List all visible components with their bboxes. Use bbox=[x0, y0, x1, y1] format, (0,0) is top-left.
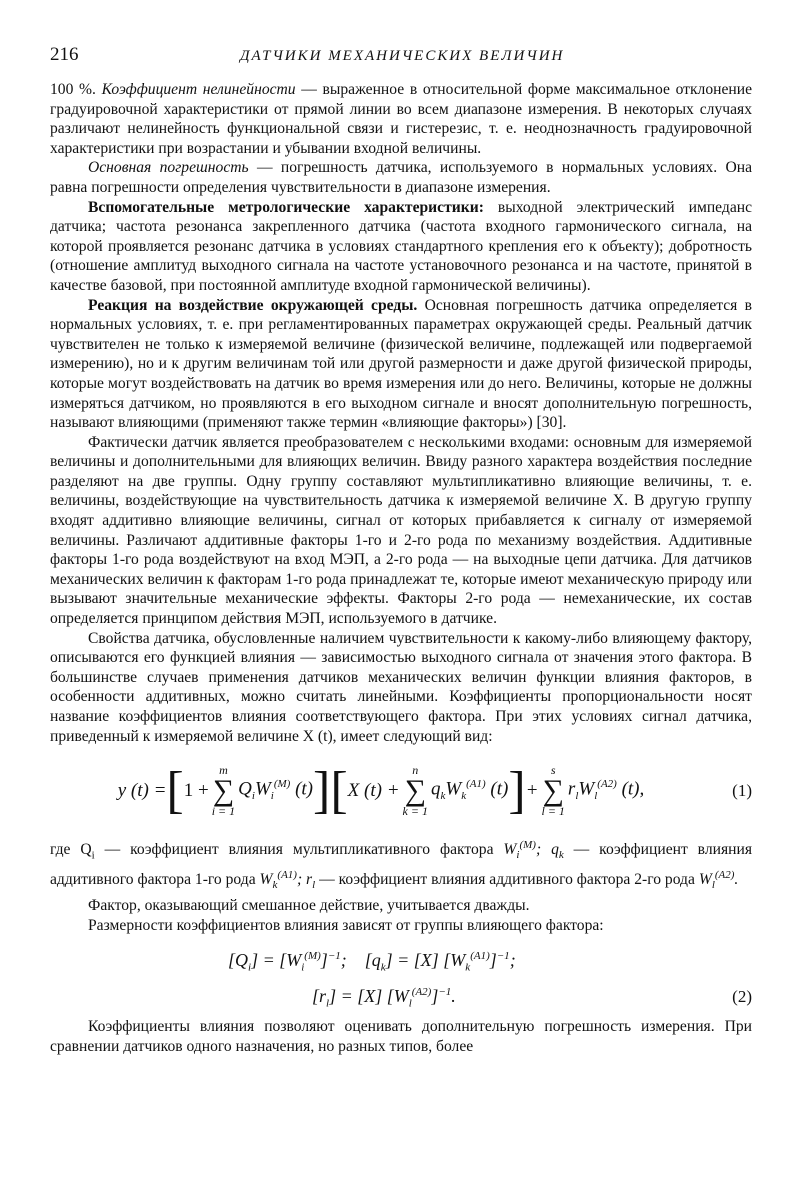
paragraph-aux-characteristics: Вспомогательные метрологические характеристики: выходной электрический импеданс датчика; частота резонанса закрепленного датчика (частота входного гармонического сигнала, на которой проявляется резонанс датчика в условиях стандартного крепления его к объекту); добротность (отношение амплитуд выходного сигнала на частоте установочного резонанса и на частоте, принятой в качестве базовой, при постоянной амплитуде входной гармонической величины). bbox=[50, 198, 753, 294]
equation-2-number: (2) bbox=[732, 987, 752, 1007]
paragraph-where: где $Q_i$ — коэффициент влияния мультипликативного фактора $W_i^{(M)}$; $q_k$ — коэффициент влияния аддитивного фактора 1-го рода $W_k^{(A1)}$; $r_l$ — коэффициент влияния аддитивного фактора 2-го рода $W_l^{(A2)}$. bbox=[50, 839, 752, 892]
paragraph-environment: Реакция на воздействие окружающей среды. Основная погрешность датчика определяется в нормальных условиях, т. е. при регламентированных параметрах окружающей среды. Реальный датчик чувствителен не только к измеряемой величине (физической величине, подлежащей или подвергаемой измерению), но и к другим величинам той или другой размерности и даже другой физической природы, которые могут воздействовать на датчик во время измерения или до него. Величины, которые не должны измеряться датчиком, но проявляются в его выходном сигнале и вносят дополнительную погрешность, называют влияющими (применяют также термин «влияющие факторы») [30]. bbox=[50, 296, 752, 432]
heading-environment: Реакция на воздействие окружающей среды. bbox=[88, 296, 418, 314]
paragraph-dimensions: Размерности коэффициентов влияния зависят от группы влияющего фактора: bbox=[88, 916, 604, 934]
paragraph-coefficients: Коэффициенты влияния позволяют оценивать дополнительную погрешность измерения. При сравнении датчиков одного назначения, но разных типов, более bbox=[50, 1018, 752, 1055]
term-nonlinearity: Коэффициент нелинейности bbox=[101, 81, 296, 98]
running-title: ДАТЧИКИ МЕХАНИЧЕСКИХ ВЕЛИЧИН bbox=[240, 48, 565, 64]
paragraph-nonlinearity: 100 %. Коэффициент нелинейности — выраженное в относительной форме максимальное отклонение градуировочной характеристики от прямой линии во всем диапазоне измерения. В некоторых случаях различают нелинейность функциональной связи и гистерезис, т. е. неоднозначность градуировочной характеристики при возрастании и убывании входной величины. bbox=[50, 81, 753, 157]
equation-1-number: (1) bbox=[732, 781, 752, 801]
equation-1 bbox=[50, 756, 752, 826]
equation-1-formula: y (t) = [ 1 + m ∑ i = 1 $Q_iW_i^{(M)}$ (t) ] [ X (t) + n ∑ k = 1 $q_kW_k^{(A1)}$ (t) ] + s ∑ l = 1 $r_lW_l^{(A2)}$ (t), bbox=[117, 762, 645, 820]
paragraph-influence-function: Свойства датчика, обусловленные наличием чувствительности к какому-либо влияющему фактору, описываются его функцией влияния — зависимостью выходного сигнала от значения этого фактора. В большинстве случаев применения датчиков механических величин функции влияния факторов, в особенности аддитивных, можно считать линейными. Коэффициенты пропорциональности носят название коэффициентов влияния соответствующего фактора. При этих условиях сигнал датчика, приведенный к измеряемой величине X (t), имеет следующий вид: bbox=[50, 629, 752, 745]
paragraph-mixed-factor: Фактор, оказывающий смешанное действие, учитывается дважды. bbox=[88, 896, 530, 914]
equation-2-line-1: $[Q_i] = [W_i^{(M)}]^{-1}$; $[q_k] = [X]$ $[W_k^{(A1)}]^{-1}$; bbox=[228, 950, 516, 974]
page-number: 216 bbox=[50, 44, 79, 65]
equation-2-line-2: $[r_l] = [X]$ $[W_l^{(A2)}]^{-1}$. bbox=[312, 986, 456, 1010]
paragraph-basic-error: Основная погрешность — погрешность датчика, используемого в нормальных условиях. Она равна погрешности определения чувствительности в диапазоне измерения. bbox=[50, 159, 752, 196]
page-header bbox=[50, 44, 752, 80]
equation-2 bbox=[50, 939, 752, 1017]
heading-aux-characteristics: Вспомогательные метрологические характеристики: bbox=[88, 198, 484, 216]
paragraph-multiple-inputs: Фактически датчик является преобразователем с несколькими входами: основным для измеряемой величины и дополнительными для влияющих величин. Ввиду разного характера воздействия последние разделяют на две группы. Одну группу составляют мультипликативно влияющие величины, т. е. величины, воздействующие на чувствительность датчика к измеряемой величине X. В другую группу входят аддитивно влияющие величины, сигнал от которых прибавляется к сигналу от измеряемой величины. Различают аддитивные факторы 1-го и 2-го рода по механизму воздействия. Аддитивные факторы 1-го рода воздействуют на вход МЭП, а 2-го рода — на выходные цепи датчика. Для датчиков механических величин к факторам 1-го рода принадлежат те, которые имеют механическую природу или вызывают значительные механические эффекты. Факторы 2-го рода — немеханические, их состав определяется принципом действия МЭП, используемого в датчике. bbox=[50, 433, 752, 628]
body-text bbox=[50, 80, 752, 1056]
term-basic-error: Основная погрешность bbox=[88, 159, 249, 177]
